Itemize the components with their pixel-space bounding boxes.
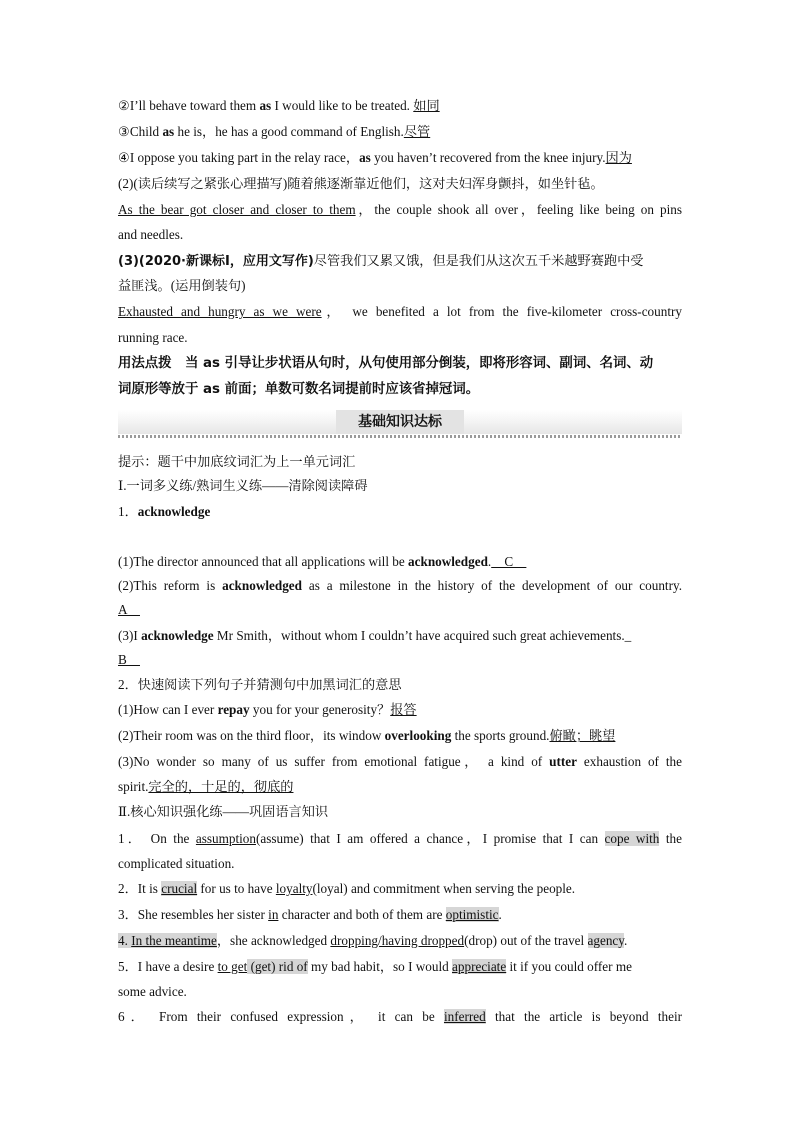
sentence-text: 尽管我们又累又饿，但是我们从这次五千米越野赛跑中受 [313,253,644,268]
sentence-text: my bad habit，so I would [307,959,453,974]
bold-keyword: utter [549,754,577,769]
sentence-text: Mr Smith，without whom I couldn’t have acquired such great achievements. [213,628,625,643]
sentence-text: ③Child [118,124,163,139]
answer-text: 报答 [390,702,417,717]
sentence-text: (1)How can I ever [118,702,218,717]
sentence-text: you haven’t recovered from the knee injury. [370,150,606,165]
exercise-3 [118,906,682,924]
sentence-text: (drop) out of the travel [464,933,588,948]
answer-text: assumption [195,831,256,846]
question-1-heading [118,503,682,521]
sentence-text: ④I oppose you taking part in the relay race， [118,150,360,165]
question-1-item-1 [118,553,682,571]
writing-answer-2-line-1 [118,201,682,219]
exercise-6-line-1 [118,1008,682,1026]
writing-prompt-3-line-1 [118,252,682,271]
writing-answer-3-line-1 [118,303,682,321]
bold-keyword: acknowledged [222,578,302,593]
question-2-item-3 [118,753,682,771]
answer-text: B [118,652,140,667]
answer-text: 因为 [605,150,632,165]
bold-keyword: acknowledged [408,554,488,569]
sentence-text: the sports ground. [451,728,550,743]
writing-prompt-2: (2)(读后续写之紧张心理描写)随着熊逐渐靠近他们，这对夫妇浑身颤抖，如坐针毡。 [118,176,604,191]
question-1-item-3-answer [118,651,682,669]
banner-dotted-rule [118,435,682,438]
section-title: 基础知识达标 [336,410,464,434]
question-number: 1． [118,504,138,519]
source-label: (3)(2020·新课标Ⅰ，应用文写作) [118,254,314,269]
answer-text: optimistic [445,907,499,922]
answer-text: 完全的，十足的，彻底的 [148,779,294,794]
sentence-text: the [659,831,682,846]
sentence-text: ，the couple shook all over，feeling like being on pins [355,202,683,217]
part-one-heading: Ⅰ.一词多义练/熟词生义练——清除阅读障碍 [118,478,368,493]
answer-text: in [268,907,279,922]
sentence-text: he is，he has a good command of English. [174,124,404,139]
usage-tip-line-2: 词原形等放于 as 前面；单数可数名词提前时应该省掉冠词。 [118,382,480,397]
sentence-text: (2)Their room was on the third floor，its window [118,728,385,743]
shaded-vocab: cope with [604,831,660,846]
sentence-text: (3)No wonder so many of us suffer from emotional fatigue， a kind of [118,754,550,769]
answer-text: A [118,602,140,617]
sentence-text: (loyal) and commitment when serving the people. [312,881,576,896]
sentence-text: it if you could offer me [506,959,632,974]
writing-prompt-3-line-2: 益匪浅。(运用倒装句) [118,278,246,293]
sentence-text: ②I’ll behave toward them [118,98,260,113]
question-1-item-2-answer [118,601,682,619]
part-two-heading: Ⅱ.核心知识强化练——巩固语言知识 [118,804,329,819]
question-2-item-3-cont [118,778,682,796]
answer-text: 如同 [413,98,440,113]
exercise-1-line-1 [118,830,682,848]
sentence-text: 3．She resembles her sister [118,907,269,922]
bold-keyword: acknowledge [137,504,211,519]
question-2-item-2 [118,727,682,745]
sentence-text: exhaustion of the [576,754,682,769]
answer-text: loyalty [275,881,313,896]
writing-answer-2-line-2: and needles. [118,227,184,242]
sentence-text: (2)This reform is [118,578,223,593]
shaded-vocab: (get) rid of [247,959,308,974]
answer-text: Exhausted and hungry as we were [118,304,322,319]
usage-tip-line-1: 用法点拨 当 as 引导让步状语从句时，从句使用部分倒装，即将形容词、副词、名词、动 [118,356,654,371]
question-1-item-3 [118,627,682,645]
question-1-item-2 [118,577,682,595]
answer-text: 尽管 [403,124,431,139]
sentence-text: you for your generosity？ [249,702,391,717]
example-line-3 [118,123,682,141]
sentence-text: 2．It is [118,881,162,896]
shaded-vocab: agency [587,933,624,948]
answer-text: crucial [161,881,198,896]
exercise-4 [118,932,682,950]
writing-answer-3-line-2: running race. [118,330,188,345]
sentence-text: character and both of them are [278,907,446,922]
sentence-text: for us to have [197,881,276,896]
bold-keyword: overlooking [384,728,452,743]
question-2-item-1 [118,701,682,719]
sentence-text: ，she acknowledged [216,933,331,948]
blank-mark: _ [624,628,632,643]
sentence-text: (assume) that I am offered a chance，I promise that I can [255,831,605,846]
sentence-text: 5．I have a desire [118,959,218,974]
sentence-text: 1． On the [118,831,196,846]
bold-keyword: repay [217,702,250,717]
sentence-text: 4. [118,933,132,948]
section-banner [118,410,682,438]
sentence-text: that the article is beyond their [485,1009,682,1024]
hint-line: 提示：题干中加底纹词汇为上一单元词汇 [118,454,356,469]
sentence-text: . [624,933,628,948]
sentence-text: 6． From their confused expression， it can be [118,1009,444,1024]
sentence-text: ， we benefited a lot from the five-kilometer cross-country [321,304,682,319]
example-line-4 [118,149,682,167]
answer-text: appreciate [452,959,507,974]
bold-keyword: acknowledge [141,628,214,643]
answer-text: inferred [443,1009,486,1024]
bold-keyword: as [259,98,272,113]
exercise-2 [118,880,682,898]
sentence-text: as a milestone in the history of the development of our country. [301,578,682,593]
exercise-5-line-2: some advice. [118,984,187,999]
answer-text: In the meantime [131,933,217,948]
answer-text: C [491,554,527,569]
example-line-2 [118,97,682,115]
exercise-1-line-2: complicated situation. [118,856,235,871]
answer-text: 俯瞰；眺望 [549,728,616,743]
question-2-heading: 2．快速阅读下列句子并猜测句中加黑词汇的意思 [118,677,402,692]
sentence-text: I would like to be treated. [271,98,414,113]
answer-text: As the bear got closer and closer to them [118,202,356,217]
answer-text: dropping/having dropped [330,933,465,948]
bold-keyword: as [162,124,175,139]
sentence-text: . [498,907,502,922]
sentence-text: . [487,554,492,569]
sentence-text: (1)The director announced that all applications will be [118,554,409,569]
answer-text: to get [217,959,248,974]
exercise-5-line-1 [118,958,682,976]
sentence-text: spirit. [118,779,149,794]
sentence-text: (3)I [118,628,142,643]
bold-keyword: as [359,150,371,165]
